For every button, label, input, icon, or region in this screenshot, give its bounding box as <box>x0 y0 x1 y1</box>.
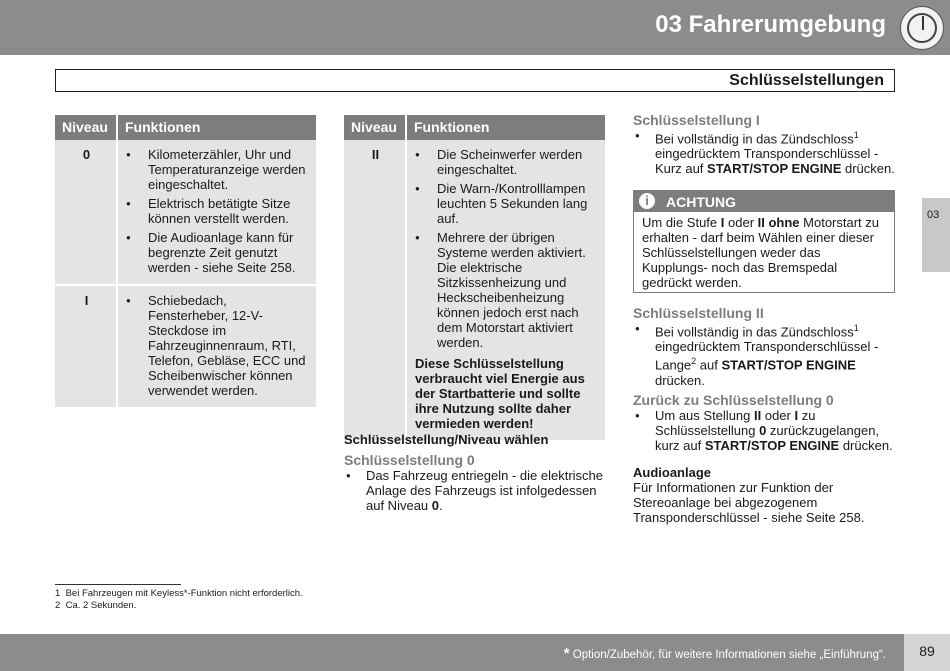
section-title-box <box>55 69 895 92</box>
option-note: * Option/Zubehör, für weitere Informationen siehe „Einführung“. <box>563 645 886 662</box>
footnote-1: 1 Bei Fahrzeugen mit Keyless*-Funktion nicht erforderlich. <box>55 588 303 599</box>
level-cell: II <box>344 140 406 440</box>
select-section <box>344 453 606 513</box>
key-positions-column-2 <box>633 306 895 525</box>
warning-text: Diese Schlüsselstellung verbraucht viel Energie aus der Startbatterie und sollte ihre Nutzung sollte daher vermieden werden! <box>415 356 585 431</box>
list-item: ● Elektrisch betätigte Sitze können verstellt werden. <box>126 196 310 226</box>
warning-box <box>633 190 895 293</box>
table-row <box>55 140 316 285</box>
levels-table-1 <box>55 115 316 407</box>
section-title: Schlüsselstellungen <box>729 72 884 89</box>
subheading-back-to-0: Zurück zu Schlüsselstellung 0 <box>633 391 834 408</box>
footnotes <box>55 588 303 612</box>
list-item: ● Um aus Stellung II oder I zu Schlüsselstellung 0 zurückzugelangen, kurz auf START/STOP ENGINE drücken. <box>633 408 895 453</box>
select-heading: Schlüsselstellung/Niveau wählen <box>344 432 549 447</box>
audio-text: Für Informationen zur Funktion der Stereoanlage bei abgezogenem Transponderschlüssel - siehe Seite 258. <box>633 479 865 525</box>
col-header-functions: Funktionen <box>406 115 605 140</box>
list-item: ● Bei vollständig in das Zündschloss$^1$ eingedrücktem Transponderschlüssel - Kurz auf START/STOP ENGINE drücken. <box>633 128 895 176</box>
page-number-box <box>904 634 950 671</box>
footnote-divider <box>55 584 181 585</box>
side-tab-label: 03 <box>927 209 940 221</box>
list-item: ● Die Audioanlage kann für begrenzte Zeit genutzt werden - siehe Seite 258. <box>126 230 310 275</box>
list-item: ● Mehrere der übrigen Systeme werden aktiviert. Die elektrische Sitzkissenheizung und Heckscheibenheizung können jedoch erst nach dem Motorstart aktiviert werden. <box>415 230 599 350</box>
list-item: ● Bei vollständig in das Zündschloss$^1$ eingedrücktem Transponderschlüssel - Lange$^2$ auf START/STOP ENGINE drücken. <box>633 321 895 388</box>
level-cell: I <box>55 285 117 407</box>
audio-heading: Audioanlage <box>633 464 712 480</box>
chapter-title: 03 Fahrerumgebung <box>655 11 886 38</box>
warning-label: ACHTUNG <box>666 194 736 210</box>
footnote-2: 2 Ca. 2 Sekunden. <box>55 600 137 611</box>
col-header-level: Niveau <box>344 115 406 140</box>
key-positions-column <box>633 113 895 176</box>
subheading-level-1: Schlüsselstellung I <box>633 112 760 128</box>
functions-cell <box>117 285 316 407</box>
col-header-functions: Funktionen <box>117 115 316 140</box>
footer-bar <box>0 634 950 671</box>
list-item: ● Die Warn-/Kontrolllampen leuchten 5 Sekunden lang auf. <box>415 181 599 226</box>
warning-body: Um die Stufe I oder II ohne Motorstart zu erhalten - darf beim Wählen einer dieser Schlüsselstellungen weder das Kupplungs- noch das Bremspedal gedrückt werden. <box>642 215 879 290</box>
subheading-level-2: Schlüsselstellung II <box>633 305 764 321</box>
functions-cell <box>406 140 605 440</box>
chapter-side-tab[interactable] <box>922 198 950 272</box>
subheading-level-0: Schlüsselstellung 0 <box>344 452 475 468</box>
page-number: 89 <box>919 643 935 659</box>
speedometer-icon <box>900 6 944 50</box>
functions-cell <box>117 140 316 285</box>
header-bar <box>0 0 950 55</box>
list-item: ● Kilometerzähler, Uhr und Temperaturanzeige werden eingeschaltet. <box>126 147 310 192</box>
table-row <box>344 140 605 440</box>
list-item: ● Das Fahrzeug entriegeln - die elektrische Anlage des Fahrzeugs ist infolgedessen auf Niveau 0. <box>344 468 606 513</box>
level-cell: 0 <box>55 140 117 285</box>
info-icon: i <box>639 193 655 209</box>
list-item: ● Schiebedach, Fensterheber, 12-V-Steckdose im Fahrzeuginnenraum, RTI, Telefon, Gebläse, ECC und Scheibenwischer können verwendet werden. <box>126 293 310 398</box>
col-header-level: Niveau <box>55 115 117 140</box>
list-item: ● Die Scheinwerfer werden eingeschaltet. <box>415 147 599 177</box>
table-row <box>55 285 316 407</box>
levels-table-2 <box>344 115 605 440</box>
